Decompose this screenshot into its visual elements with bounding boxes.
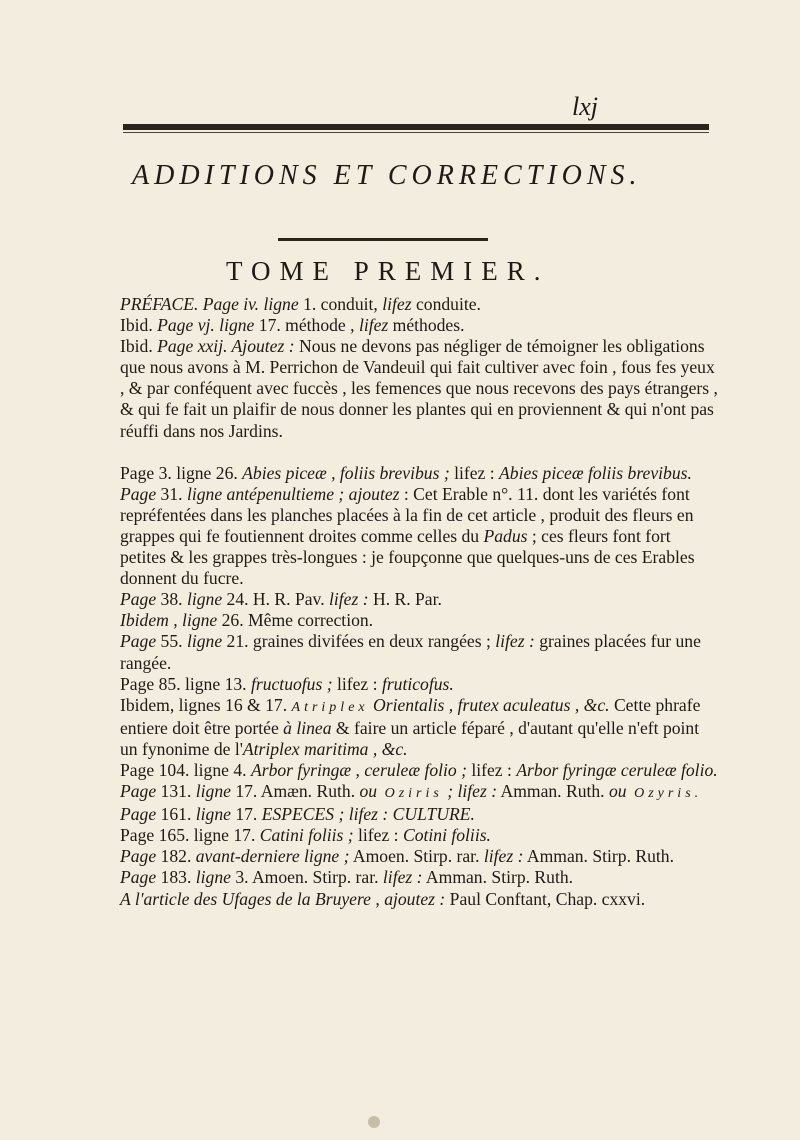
entry-text: 3. Amoen. Stirp. rar. <box>230 867 383 888</box>
entry-text: ligne <box>195 867 231 888</box>
entry-text: 131. <box>156 781 196 802</box>
entry-text: 38. <box>156 589 187 610</box>
entry-text: 182. <box>156 846 196 867</box>
header-rule-thin <box>123 132 709 133</box>
entry-text: ; ces fleurs font fort petites & les grappes très-longues : je foupçonne que quelques-uns de ces Erables donnent du fucre. <box>120 525 695 589</box>
entry-text: 161. <box>156 804 196 825</box>
entry-text: Amman. Stirp. Ruth. <box>422 867 574 888</box>
correction-entry <box>120 294 720 315</box>
entry-text: Page <box>120 781 157 802</box>
entry-text: 183. <box>156 867 196 888</box>
entry-text: 21. graines divifées en deux rangées ; <box>222 631 496 652</box>
correction-entry <box>120 825 720 846</box>
entry-text: lifez : <box>466 759 517 780</box>
entry-text: ou <box>608 781 627 802</box>
correction-entry <box>120 867 720 888</box>
library-stamp <box>368 1116 380 1128</box>
entry-text: lifez : <box>449 462 500 483</box>
entry-text: Ozyris. <box>626 786 703 802</box>
entry-text: lifez : <box>382 867 423 888</box>
entry-text: à linea <box>283 717 332 738</box>
entry-text: Page <box>120 631 157 652</box>
entry-text: H. R. Par. <box>368 589 442 610</box>
entry-text: Page <box>120 867 157 888</box>
entry-text: Arbor fyringæ , ceruleæ folio ; <box>250 759 467 780</box>
entry-text: Abies piceæ foliis brevibus. <box>499 462 692 483</box>
entry-text: lifez <box>358 315 389 336</box>
entry-text: Page <box>120 804 157 825</box>
entry-text: lifez : <box>483 846 524 867</box>
entry-text: Page <box>120 483 157 504</box>
entry-text: ; lifez : <box>442 781 498 802</box>
entry-text: 1. conduit, <box>303 294 383 314</box>
entry-text: Ibid. <box>120 315 158 336</box>
entry-text: fruticofus. <box>381 673 454 694</box>
correction-entry <box>120 695 720 760</box>
entry-text: fructuofus ; <box>250 673 333 694</box>
entry-text: Page 85. ligne 13. <box>120 673 251 694</box>
correction-entry <box>120 336 720 441</box>
entry-text: A l'article des Ufages de la Bruyere , ajoutez : <box>120 888 446 909</box>
entry-text: Padus <box>483 525 528 546</box>
entry-text: Amman. Ruth. <box>497 781 609 802</box>
entry-text: Cette phrafe entiere doit être portée <box>120 694 701 738</box>
correction-entry <box>120 631 720 673</box>
entry-text: ligne <box>195 804 231 825</box>
entry-text: 31. <box>156 483 187 504</box>
entry-text: Page 3. ligne 26. <box>120 462 243 483</box>
entry-text: Page <box>120 846 157 867</box>
entry-text: Nous ne devons pas négliger de témoigner les obligations que nous avons à M. Perrichon de Vandeuil qui fait cultiver avec foin , fous fes yeux , & par conféquent avec fuccès , les femences que nous recevons des pays étrangers , & qui fe fait un plaifir de nous donner les plantes qui en proviennent & qui n'ont pas réuffi dans nos Jardins. <box>120 336 718 441</box>
entry-text: Atriplex <box>291 699 369 715</box>
entry-text: avant-derniere ligne ; <box>195 846 350 867</box>
correction-entry <box>120 463 720 484</box>
entry-text: PRÉFACE. Page iv. ligne <box>120 294 304 314</box>
entry-text: Page xxij. Ajoutez : <box>157 336 295 357</box>
correction-entry <box>120 589 720 610</box>
correction-entry <box>120 781 720 804</box>
entry-text: lifez : <box>329 589 369 610</box>
correction-entry <box>120 315 720 336</box>
page-title: ADDITIONS ET CORRECTIONS. <box>132 160 642 191</box>
entry-text: Oziris <box>377 786 443 802</box>
entry-text: : Cet Erable n°. 11. dont les variétés font repréfentées dans les planches placées à la fin de cet article , produit des fleurs en grappes qui fe foutiennent droites comme celles du <box>120 483 694 546</box>
entry-text: Orientalis , frutex aculeatus , &c. <box>368 694 610 715</box>
entry-text: ligne <box>186 589 223 610</box>
entry-text: ligne antépenultieme ; ajoutez <box>186 483 400 504</box>
entry-text: 17. Amæn. Ruth. <box>230 781 360 802</box>
correction-entry <box>120 889 720 910</box>
entry-text: lifez : <box>332 673 382 694</box>
correction-entry <box>120 846 720 867</box>
title-rule <box>278 238 488 241</box>
entry-text: 17. méthode , <box>258 315 359 336</box>
entry-text: lifez : <box>495 631 535 652</box>
correction-entry <box>120 610 720 631</box>
entry-text: méthodes. <box>388 315 465 336</box>
entry-text: 17. <box>230 804 262 825</box>
entry-text: 24. H. R. Pav. <box>222 589 330 610</box>
entry-text: Page 104. ligne 4. <box>120 759 251 780</box>
entry-text: Paul Conftant, Chap. cxxvi. <box>445 888 646 909</box>
entry-text: ESPECES ; lifez : CULTURE. <box>261 804 475 825</box>
header-rule <box>123 124 709 130</box>
correction-entry <box>120 484 720 589</box>
entry-text: Abies piceæ , foliis brevibus ; <box>242 462 450 483</box>
entry-text: Arbor fyringæ ceruleæ folio. <box>516 759 718 780</box>
entry-text: Ibidem , ligne <box>120 610 218 631</box>
entry-text: Page 165. ligne 17. <box>120 825 260 846</box>
entry-text: & faire un article féparé , d'autant qu'elle n'eft point un fynonime de l' <box>120 717 700 759</box>
section-heading: TOME PREMIER. <box>226 256 550 286</box>
entry-text: 55. <box>156 631 187 652</box>
entry-text: Ibidem, lignes 16 & 17. <box>120 694 292 715</box>
entry-text: ligne <box>186 631 223 652</box>
correction-entry <box>120 804 720 825</box>
entry-text: lifez : <box>353 825 403 846</box>
correction-entry <box>120 674 720 695</box>
corrections-list <box>120 294 720 910</box>
entry-text: ligne <box>195 781 231 802</box>
entry-text: Amman. Stirp. Ruth. <box>523 846 674 867</box>
entry-text: conduite. <box>411 294 481 314</box>
entry-text: Page <box>120 589 157 610</box>
entry-text: 26. Même correction. <box>217 610 374 631</box>
page-number: lxj <box>572 92 598 121</box>
entry-text: ou <box>359 781 378 802</box>
entry-text: Page vj. ligne <box>157 315 259 336</box>
entry-text: Catini foliis ; <box>259 825 354 846</box>
entry-text: graines placées fur une rangée. <box>120 631 701 673</box>
correction-entry <box>120 760 720 781</box>
entry-text: Amoen. Stirp. rar. <box>349 846 484 867</box>
entry-text: Atriplex maritima , &c. <box>242 738 408 759</box>
entry-text: lifez <box>382 294 412 314</box>
entry-text: Cotini foliis. <box>402 825 491 846</box>
entry-text: Ibid. <box>120 336 158 357</box>
